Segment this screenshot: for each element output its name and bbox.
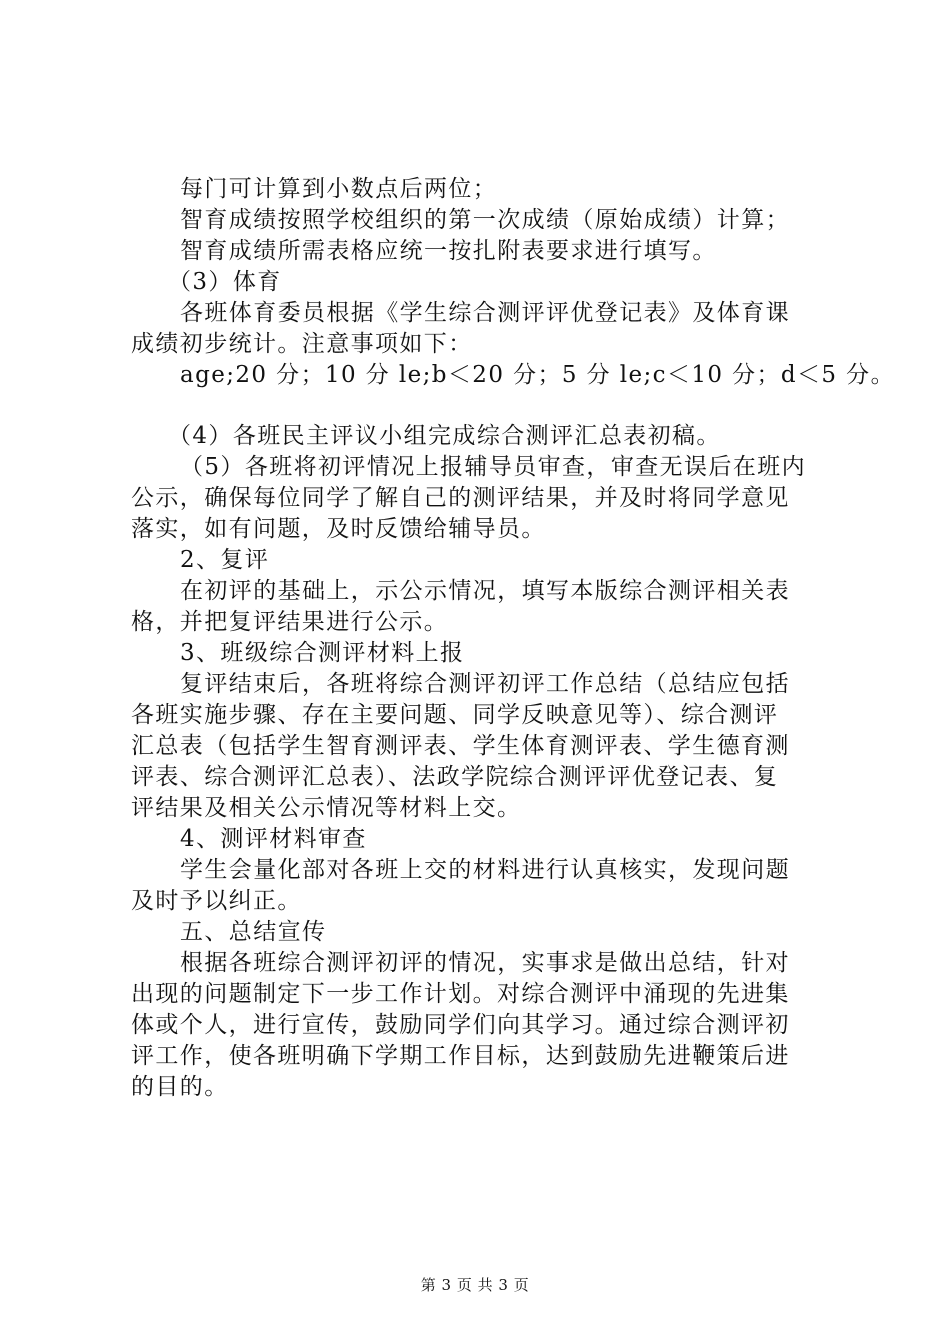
text-line: （4）各班民主评议小组完成综合测评汇总表初稿。 xyxy=(168,423,721,449)
text-line: 体或个人，进行宣传，鼓励同学们向其学习。通过综合测评初 xyxy=(131,1012,790,1038)
text-line: 根据各班综合测评初评的情况，实事求是做出总结，针对 xyxy=(180,950,790,976)
text-line: 各班实施步骤、存在主要问题、同学反映意见等）、综合测评 xyxy=(131,702,779,728)
section-heading: 4、测评材料审查 xyxy=(180,826,367,852)
text-line: 格，并把复评结果进行公示。 xyxy=(131,609,449,635)
text-line: 在初评的基础上，示公示情况，填写本版综合测评相关表 xyxy=(180,578,790,604)
section-heading: 五、总结宣传 xyxy=(180,919,327,945)
text-line: 各班体育委员根据《学生综合测评评优登记表》及体育课 xyxy=(180,300,790,326)
text-line: 评结果及相关公示情况等材料上交。 xyxy=(131,795,522,821)
section-heading: 3、班级综合测评材料上报 xyxy=(180,640,465,666)
text-line: 评表、综合测评汇总表）、法政学院综合测评评优登记表、复 xyxy=(131,764,779,790)
page-footer: 第 3 页 共 3 页 xyxy=(420,1276,530,1294)
text-line: 公示，确保每位同学了解自己的测评结果，并及时将同学意见 xyxy=(131,485,790,511)
text-line: （5）各班将初评情况上报辅导员审查，审查无误后在班内 xyxy=(180,454,807,480)
text-line: 成绩初步统计。注意事项如下： xyxy=(131,331,473,357)
text-line: 每门可计算到小数点后两位； xyxy=(180,176,498,202)
text-line: age;20 分；10 分 le;b＜20 分；5 分 le;c＜10 分；d＜5 分。 xyxy=(180,362,895,388)
text-line: 智育成绩所需表格应统一按扎附表要求进行填写。 xyxy=(180,238,717,264)
section-heading: （3）体育 xyxy=(168,269,282,295)
text-line: 学生会量化部对各班上交的材料进行认真核实，发现问题 xyxy=(180,857,790,883)
section-heading: 2、复评 xyxy=(180,547,270,573)
text-line: 评工作，使各班明确下学期工作目标，达到鼓励先进鞭策后进 xyxy=(131,1043,790,1069)
text-line: 落实，如有问题，及时反馈给辅导员。 xyxy=(131,516,546,542)
text-line: 及时予以纠正。 xyxy=(131,888,302,914)
text-line: 智育成绩按照学校组织的第一次成绩（原始成绩）计算； xyxy=(180,207,790,233)
text-line: 的目的。 xyxy=(131,1074,229,1100)
text-line: 复评结束后，各班将综合测评初评工作总结（总结应包括 xyxy=(180,671,790,697)
text-line: 出现的问题制定下一步工作计划。对综合测评中涌现的先进集 xyxy=(131,981,790,1007)
text-line: 汇总表（包括学生智育测评表、学生体育测评表、学生德育测 xyxy=(131,733,790,759)
